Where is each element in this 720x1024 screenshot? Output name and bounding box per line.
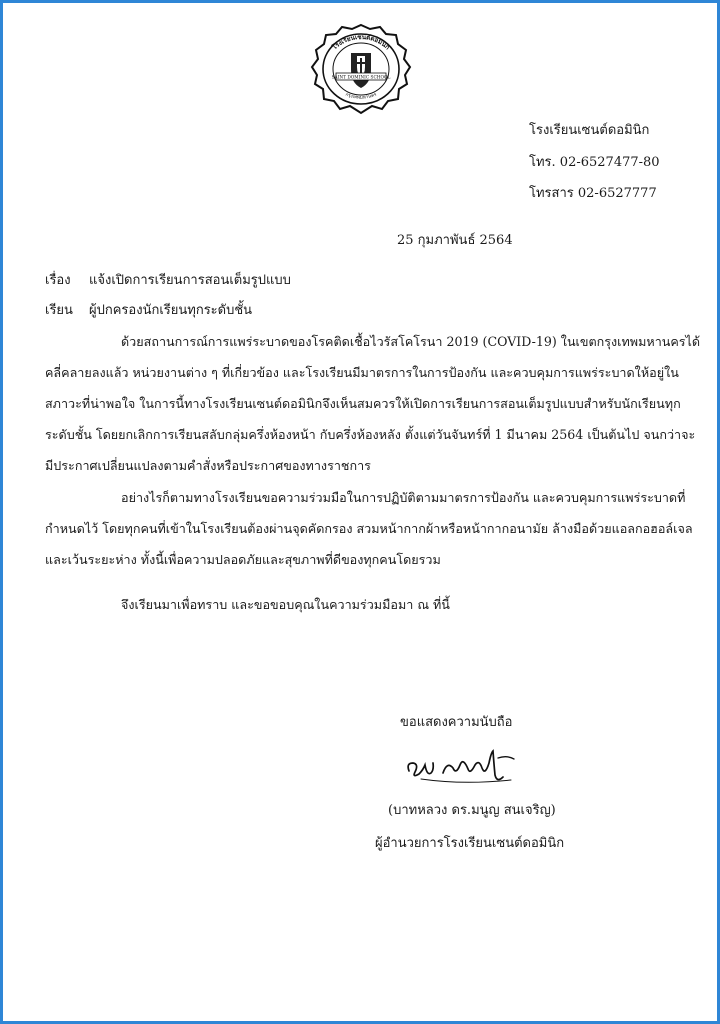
subject-row xyxy=(45,269,291,290)
paragraph-1-line: สภาวะที่น่าพอใจ ในการนี้ทางโรงเรียนเซนต์ดอมินิกจึงเห็นสมควรให้เปิดการเรียนการสอนเต็มรูปแบบสำหรับนักเรียนทุก xyxy=(45,396,681,411)
school-seal-logo xyxy=(310,23,412,115)
school-name: โรงเรียนเซนต์ดอมินิก xyxy=(529,123,650,138)
handwritten-signature xyxy=(403,741,521,787)
paragraph-2-line: และเว้นระยะห่าง ทั้งนี้เพื่อความปลอดภัยและสุขภาพที่ดีของทุกคนโดยรวม xyxy=(45,552,441,567)
recipient-value: ผู้ปกครองนักเรียนทุกระดับชั้น xyxy=(89,303,253,318)
paragraph-2-line: กำหนดไว้ โดยทุกคนที่เข้าในโรงเรียนต้องผ่านจุดคัดกรอง สวมหน้ากากผ้าหรือหน้ากากอนามัย ล้างมือด้วยแอลกอฮอล์เจล xyxy=(45,521,693,536)
closing-salutation: ขอแสดงความนับถือ xyxy=(400,715,513,730)
svg-text:กรุงเทพมหานคร: กรุงเทพมหานคร xyxy=(344,92,378,101)
subject-value: แจ้งเปิดการเรียนการสอนเต็มรูปแบบ xyxy=(89,273,291,288)
school-phone: โทร. 02-6527477-80 xyxy=(529,155,660,170)
recipient-row xyxy=(45,299,252,320)
svg-text:โรงเรียนเซนต์ดอมินิก: โรงเรียนเซนต์ดอมินิก xyxy=(331,33,391,52)
paragraph-1-line: ด้วยสถานการณ์การแพร่ระบาดของโรคติดเชื้อไวรัสโคโรนา 2019 (COVID-19) ในเขตกรุงเทพมหานครได้ xyxy=(121,334,701,349)
school-fax: โทรสาร 02-6527777 xyxy=(529,186,657,201)
paragraph-1-line: ระดับชั้น โดยยกเลิกการเรียนสลับกลุ่มครึ่งห้องหน้า กับครึ่งห้องหลัง ตั้งแต่วันจันทร์ที่ 1 มีนาคม 2564 เป็นต้นไป จนกว่าจะ xyxy=(45,427,696,442)
paragraph-1-line: คลี่คลายลงแล้ว หน่วยงานต่าง ๆ ที่เกี่ยวข้อง และโรงเรียนมีมาตรการในการป้องกัน และควบคุมการแพร่ระบาดให้อยู่ใน xyxy=(45,365,679,380)
svg-text:SAINT DOMINIC SCHOOL: SAINT DOMINIC SCHOOL xyxy=(331,75,391,81)
signer-title: ผู้อำนวยการโรงเรียนเซนต์ดอมินิก xyxy=(375,836,565,851)
recipient-label: เรียน xyxy=(45,303,73,318)
paragraph-3: จึงเรียนมาเพื่อทราบ และขอขอบคุณในความร่วมมือมา ณ ที่นี้ xyxy=(121,597,450,612)
letter-date: 25 กุมภาพันธ์ 2564 xyxy=(397,233,513,248)
paragraph-2-line: อย่างไรก็ตามทางโรงเรียนขอความร่วมมือในการปฏิบัติตามมาตรการป้องกัน และควบคุมการแพร่ระบาดที่ xyxy=(121,490,686,505)
paragraph-1-line: มีประกาศเปลี่ยนแปลงตามคำสั่งหรือประกาศของทางราชการ xyxy=(45,458,371,473)
signer-name: (บาทหลวง ดร.มนูญ สนเจริญ) xyxy=(388,803,556,818)
subject-label: เรื่อง xyxy=(45,273,71,288)
